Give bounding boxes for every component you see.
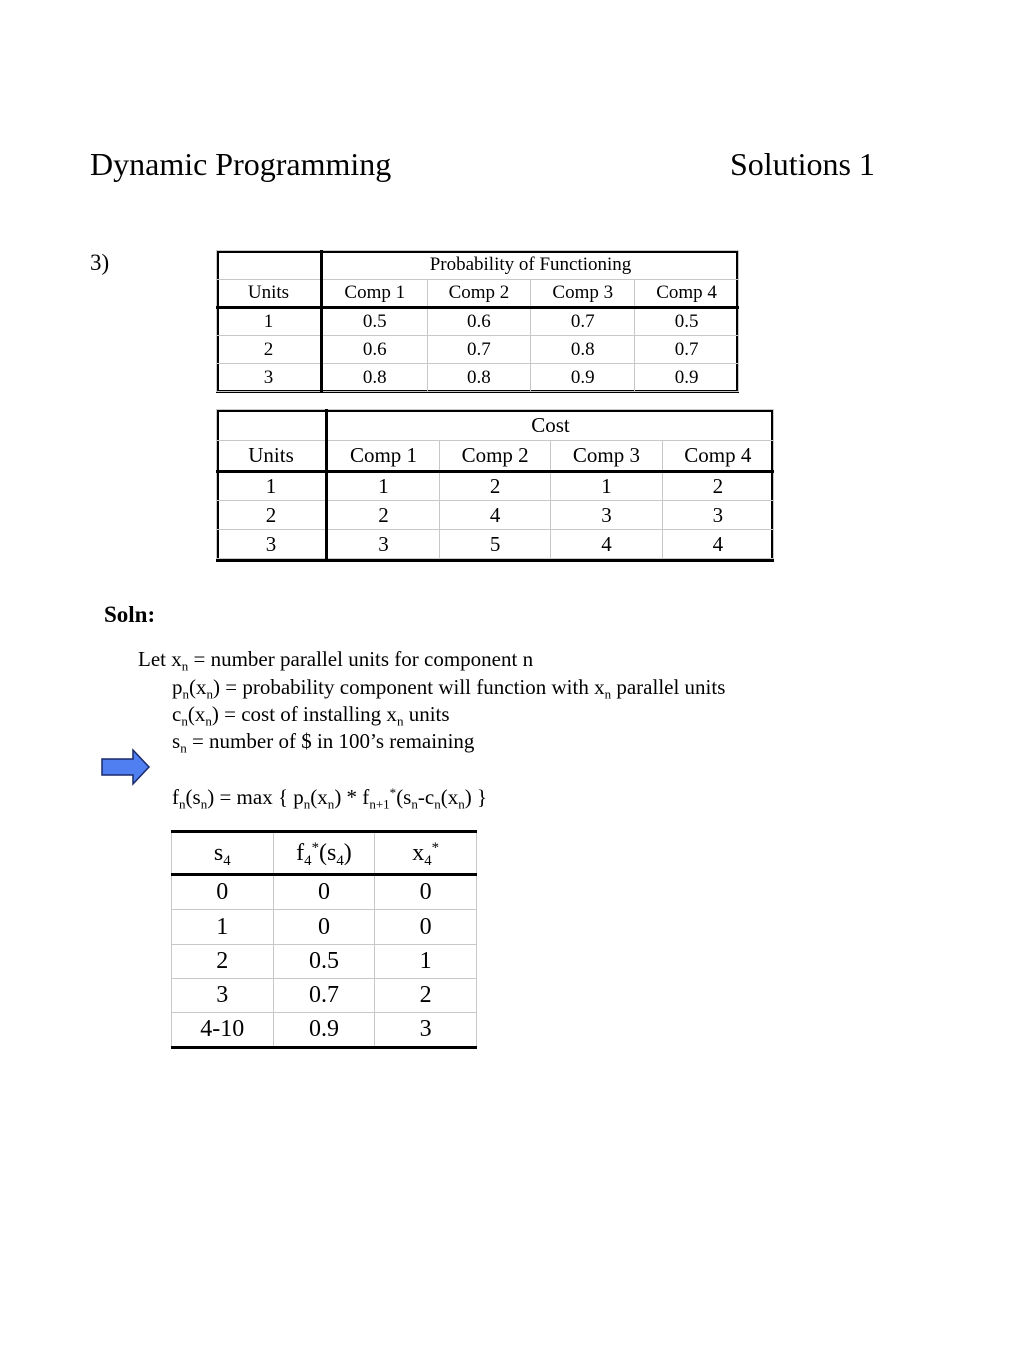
table-cell: 0.6 (322, 336, 428, 364)
text-run: f (296, 839, 305, 866)
table-cell: 3 (375, 1013, 477, 1048)
table-row (172, 875, 477, 910)
table-cell: 1 (327, 472, 440, 501)
table-cell: 0.5 (322, 308, 428, 336)
table-cell: 0.7 (531, 308, 635, 336)
table-row (217, 308, 739, 336)
subscript: 4 (223, 852, 231, 869)
subscript: n (327, 796, 335, 812)
prob-table-units-header: Units (217, 280, 322, 308)
subscript: n (181, 658, 189, 674)
superscript: * (389, 784, 397, 800)
table-cell: 3 (551, 501, 662, 530)
table-row (172, 1013, 477, 1048)
subscript: n (303, 796, 311, 812)
stage-table-header-s (172, 832, 274, 875)
table-cell: 0.7 (273, 979, 375, 1013)
text-run: p (172, 675, 183, 699)
subscript: n (179, 796, 186, 812)
table-cell: 0 (273, 910, 375, 945)
subscript: n+1 (369, 796, 390, 812)
prob-table-group-header: Probability of Functioning (322, 251, 739, 280)
text-run: x (412, 839, 425, 866)
text-run: (s (185, 785, 201, 809)
table-cell: 4 (662, 530, 773, 559)
text-run: (x (187, 702, 206, 726)
table-cell: 0.7 (635, 336, 739, 364)
table-cell: 5 (439, 530, 550, 559)
text-run: (x (310, 785, 328, 809)
table-row (217, 336, 739, 364)
table-cell: 1 (375, 945, 477, 979)
cost-table-group-header: Cost (327, 410, 774, 441)
cost-table-units-header: Units (217, 441, 327, 472)
table-row (172, 945, 477, 979)
cost-table (216, 409, 774, 559)
right-arrow-icon (101, 748, 151, 786)
table-cell: 0.6 (427, 308, 531, 336)
table-cell: 2 (662, 472, 773, 501)
text-run: ) } (464, 785, 488, 809)
table-cell: 2 (375, 979, 477, 1013)
table-cell: 2 (439, 472, 550, 501)
table-cell: 0.5 (635, 308, 739, 336)
table-cell: 0.5 (273, 945, 375, 979)
text-run: (x (189, 675, 207, 699)
table-cell: 0.9 (635, 364, 739, 392)
page-subtitle: Solutions 1 (730, 146, 875, 182)
text-run: s (213, 839, 224, 866)
subscript: 4 (304, 852, 312, 869)
superscript: * (431, 839, 440, 856)
table-cell: 0.7 (427, 336, 531, 364)
table-row (217, 530, 774, 559)
superscript: * (311, 839, 320, 856)
subscript: 4 (424, 852, 432, 869)
table-row (217, 472, 774, 501)
subscript: n (206, 686, 214, 702)
subscript: n (182, 686, 190, 702)
table-row (217, 364, 739, 392)
definition-pn (172, 675, 726, 702)
text-run: -c (417, 785, 435, 809)
table-cell: 0 (375, 910, 477, 945)
recursion-formula (172, 784, 488, 812)
page-title: Dynamic Programming (90, 146, 392, 182)
text-run: ) = cost of installing x (211, 702, 397, 726)
subscript: n (181, 713, 188, 729)
question-number: 3) (90, 250, 110, 275)
table-cell: 1 (217, 308, 322, 336)
stage-table-header-f (273, 832, 375, 875)
cost-table-col-header: Comp 1 (327, 441, 440, 472)
subscript: n (458, 796, 465, 812)
table-cell: 3 (217, 530, 327, 559)
text-run: = number of $ in 100’s remaining (186, 729, 475, 753)
subscript: n (411, 796, 418, 812)
table-cell: 2 (217, 501, 327, 530)
text-run: s (172, 729, 181, 753)
text-run: (s (319, 839, 337, 866)
table-cell: 2 (217, 336, 322, 364)
table-cell: 0.9 (273, 1013, 375, 1048)
text-run: c (172, 702, 182, 726)
prob-table-col-header: Comp 1 (322, 280, 428, 308)
subscript: n (205, 713, 212, 729)
text-run: (s (396, 785, 412, 809)
table-cell: 1 (217, 472, 327, 501)
subscript: n (180, 740, 187, 756)
subscript: n (604, 686, 612, 702)
cost-table-col-header: Comp 3 (551, 441, 662, 472)
prob-table-col-header: Comp 2 (427, 280, 531, 308)
table-cell: 3 (172, 979, 274, 1013)
prob-table (216, 250, 739, 392)
table-row (172, 910, 477, 945)
text-run: ) = probability component will function with x (213, 675, 605, 699)
text-run: = number parallel units for component n (188, 647, 534, 671)
prob-table-corner (217, 251, 322, 280)
subscript: n (200, 796, 208, 812)
table-cell: 3 (217, 364, 322, 392)
table-cell: 1 (551, 472, 662, 501)
table-cell: 0 (375, 875, 477, 910)
text-run: ) * f (334, 785, 370, 809)
text-run: units (403, 702, 450, 726)
prob-table-col-header: Comp 3 (531, 280, 635, 308)
text-run: Let x (138, 647, 182, 671)
solution-heading: Soln: (104, 602, 156, 627)
cost-table-col-header: Comp 2 (439, 441, 550, 472)
table-cell: 4 (439, 501, 550, 530)
table-cell: 0.8 (322, 364, 428, 392)
cost-table-corner (217, 410, 327, 441)
table-cell: 3 (662, 501, 773, 530)
table-cell: 0 (273, 875, 375, 910)
text-run: (x (440, 785, 459, 809)
definition-xn (138, 647, 534, 674)
text-run: f (172, 785, 179, 809)
table-cell: 4-10 (172, 1013, 274, 1048)
text-run: ) (343, 839, 352, 866)
cost-table-col-header: Comp 4 (662, 441, 773, 472)
table-cell: 1 (172, 910, 274, 945)
table-cell: 2 (172, 945, 274, 979)
table-cell: 2 (327, 501, 440, 530)
prob-table-col-header: Comp 4 (635, 280, 739, 308)
table-cell: 3 (327, 530, 440, 559)
table-cell: 4 (551, 530, 662, 559)
stage-table-header-x (375, 832, 477, 875)
table-row (217, 501, 774, 530)
table-cell: 0.8 (427, 364, 531, 392)
table-cell: 0 (172, 875, 274, 910)
stage-table (171, 830, 477, 1049)
table-cell: 0.9 (531, 364, 635, 392)
table-row (172, 979, 477, 1013)
subscript: 4 (336, 852, 344, 869)
subscript: n (434, 796, 441, 812)
subscript: n (396, 713, 404, 729)
text-run: parallel units (611, 675, 726, 699)
table-cell: 0.8 (531, 336, 635, 364)
definition-cn (172, 702, 450, 729)
text-run: ) = max { p (207, 785, 304, 809)
definition-sn (172, 729, 475, 756)
